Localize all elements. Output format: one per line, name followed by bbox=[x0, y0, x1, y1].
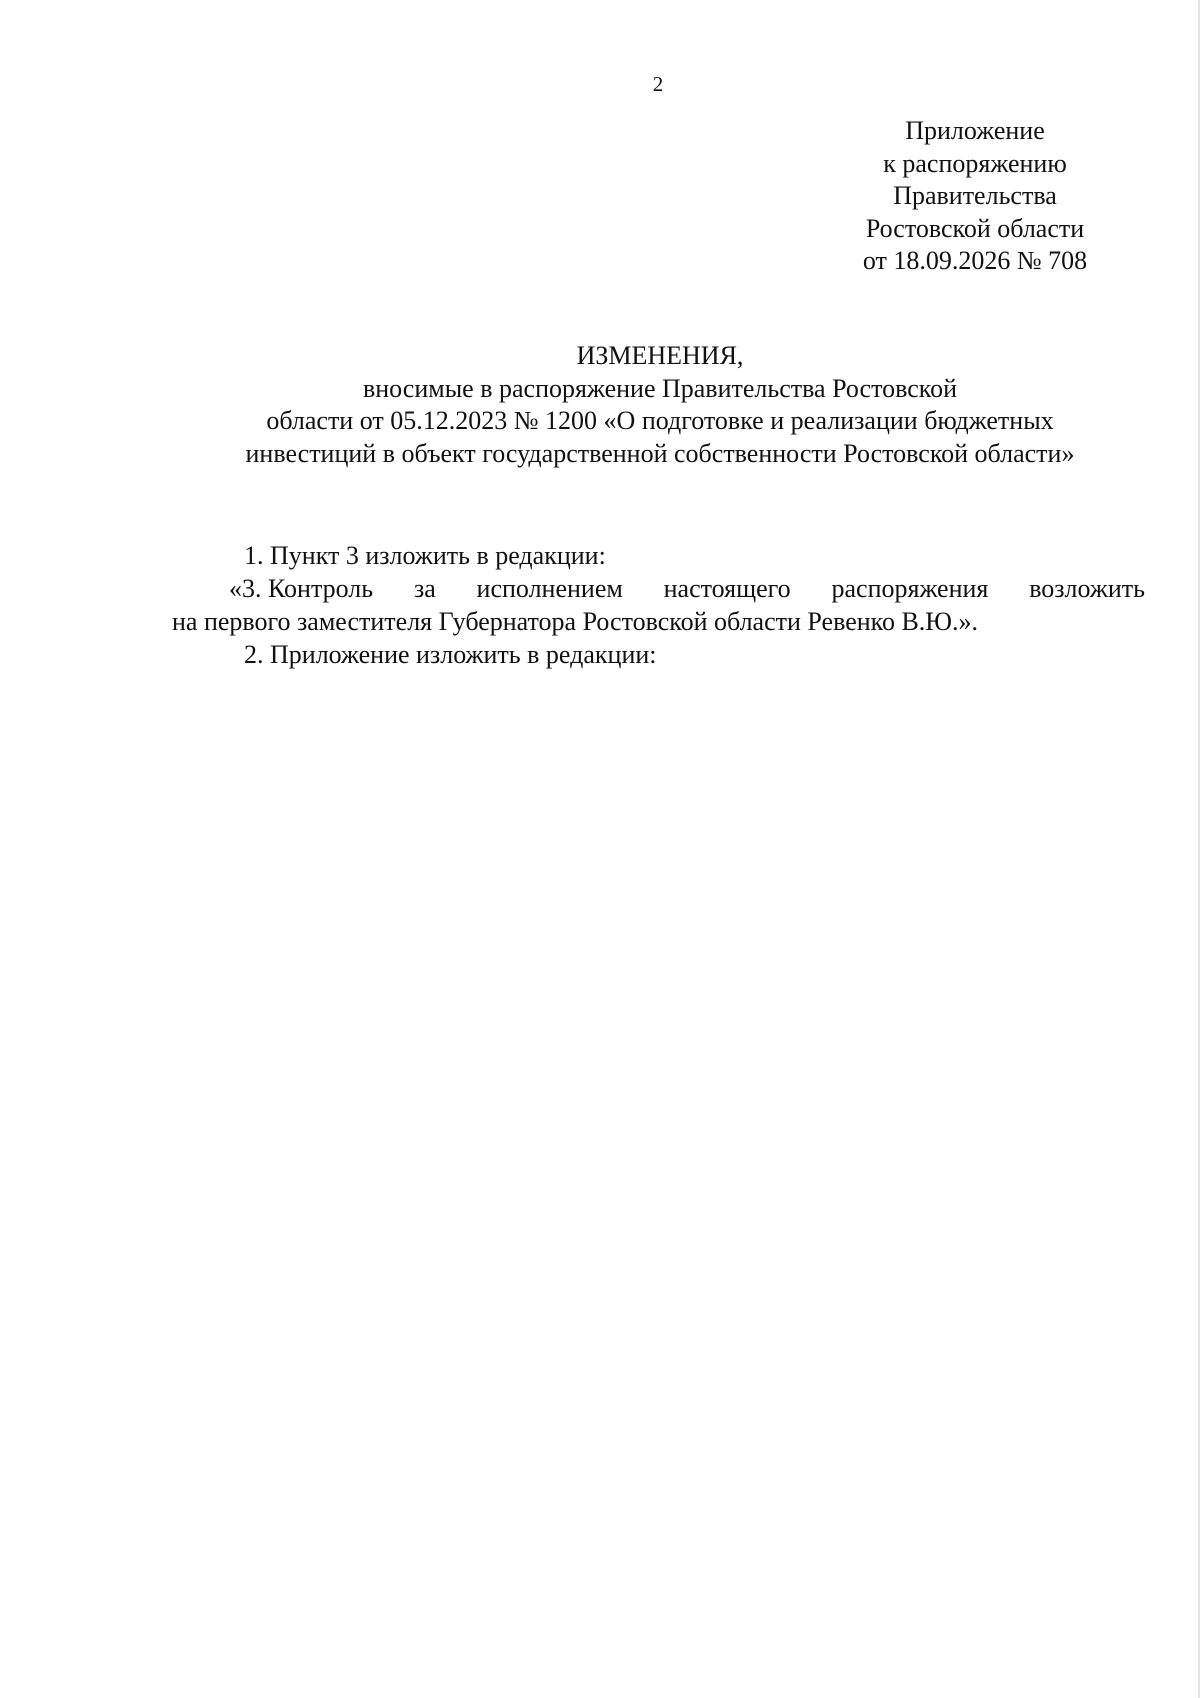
page-number: 2 bbox=[652, 72, 664, 96]
title-heading: ИЗМЕНЕНИЯ, bbox=[576, 341, 744, 370]
title-subtitle-line: инвестиций в объект государственной собственности Ростовской области» bbox=[245, 438, 1075, 468]
document-body bbox=[172, 539, 1145, 671]
item-1-quote-continuation: на первого заместителя Губернатора Ростовской области Ревенко В.Ю.». bbox=[172, 607, 979, 636]
appendix-date-number: от 18.09.2026 № 708 bbox=[862, 246, 1088, 275]
item-1-quote-first-line bbox=[172, 572, 1145, 605]
quote-word: возложить bbox=[1029, 574, 1145, 603]
title-subtitle-line: области от 05.12.2023 № 1200 «О подготовке и реализации бюджетных bbox=[266, 406, 1054, 435]
document-title bbox=[160, 340, 1160, 470]
appendix-line: к распоряжению bbox=[883, 148, 1067, 178]
appendix-line: Правительства bbox=[893, 181, 1057, 210]
quote-word: настоящего bbox=[663, 574, 791, 603]
appendix-line: Ростовской области bbox=[865, 213, 1085, 243]
quote-word: за bbox=[413, 574, 436, 603]
quote-word: «3. Контроль bbox=[229, 574, 374, 603]
quote-word: исполнением bbox=[476, 574, 623, 603]
appendix-line: Приложение bbox=[905, 116, 1045, 145]
item-1: 1. Пункт 3 изложить в редакции: bbox=[244, 541, 606, 570]
appendix-header bbox=[830, 115, 1120, 278]
item-2: 2. Приложение изложить в редакции: bbox=[244, 640, 657, 669]
title-subtitle-line: вносимые в распоряжение Правительства Ростовской bbox=[362, 373, 958, 403]
quote-word: распоряжения bbox=[831, 574, 989, 603]
